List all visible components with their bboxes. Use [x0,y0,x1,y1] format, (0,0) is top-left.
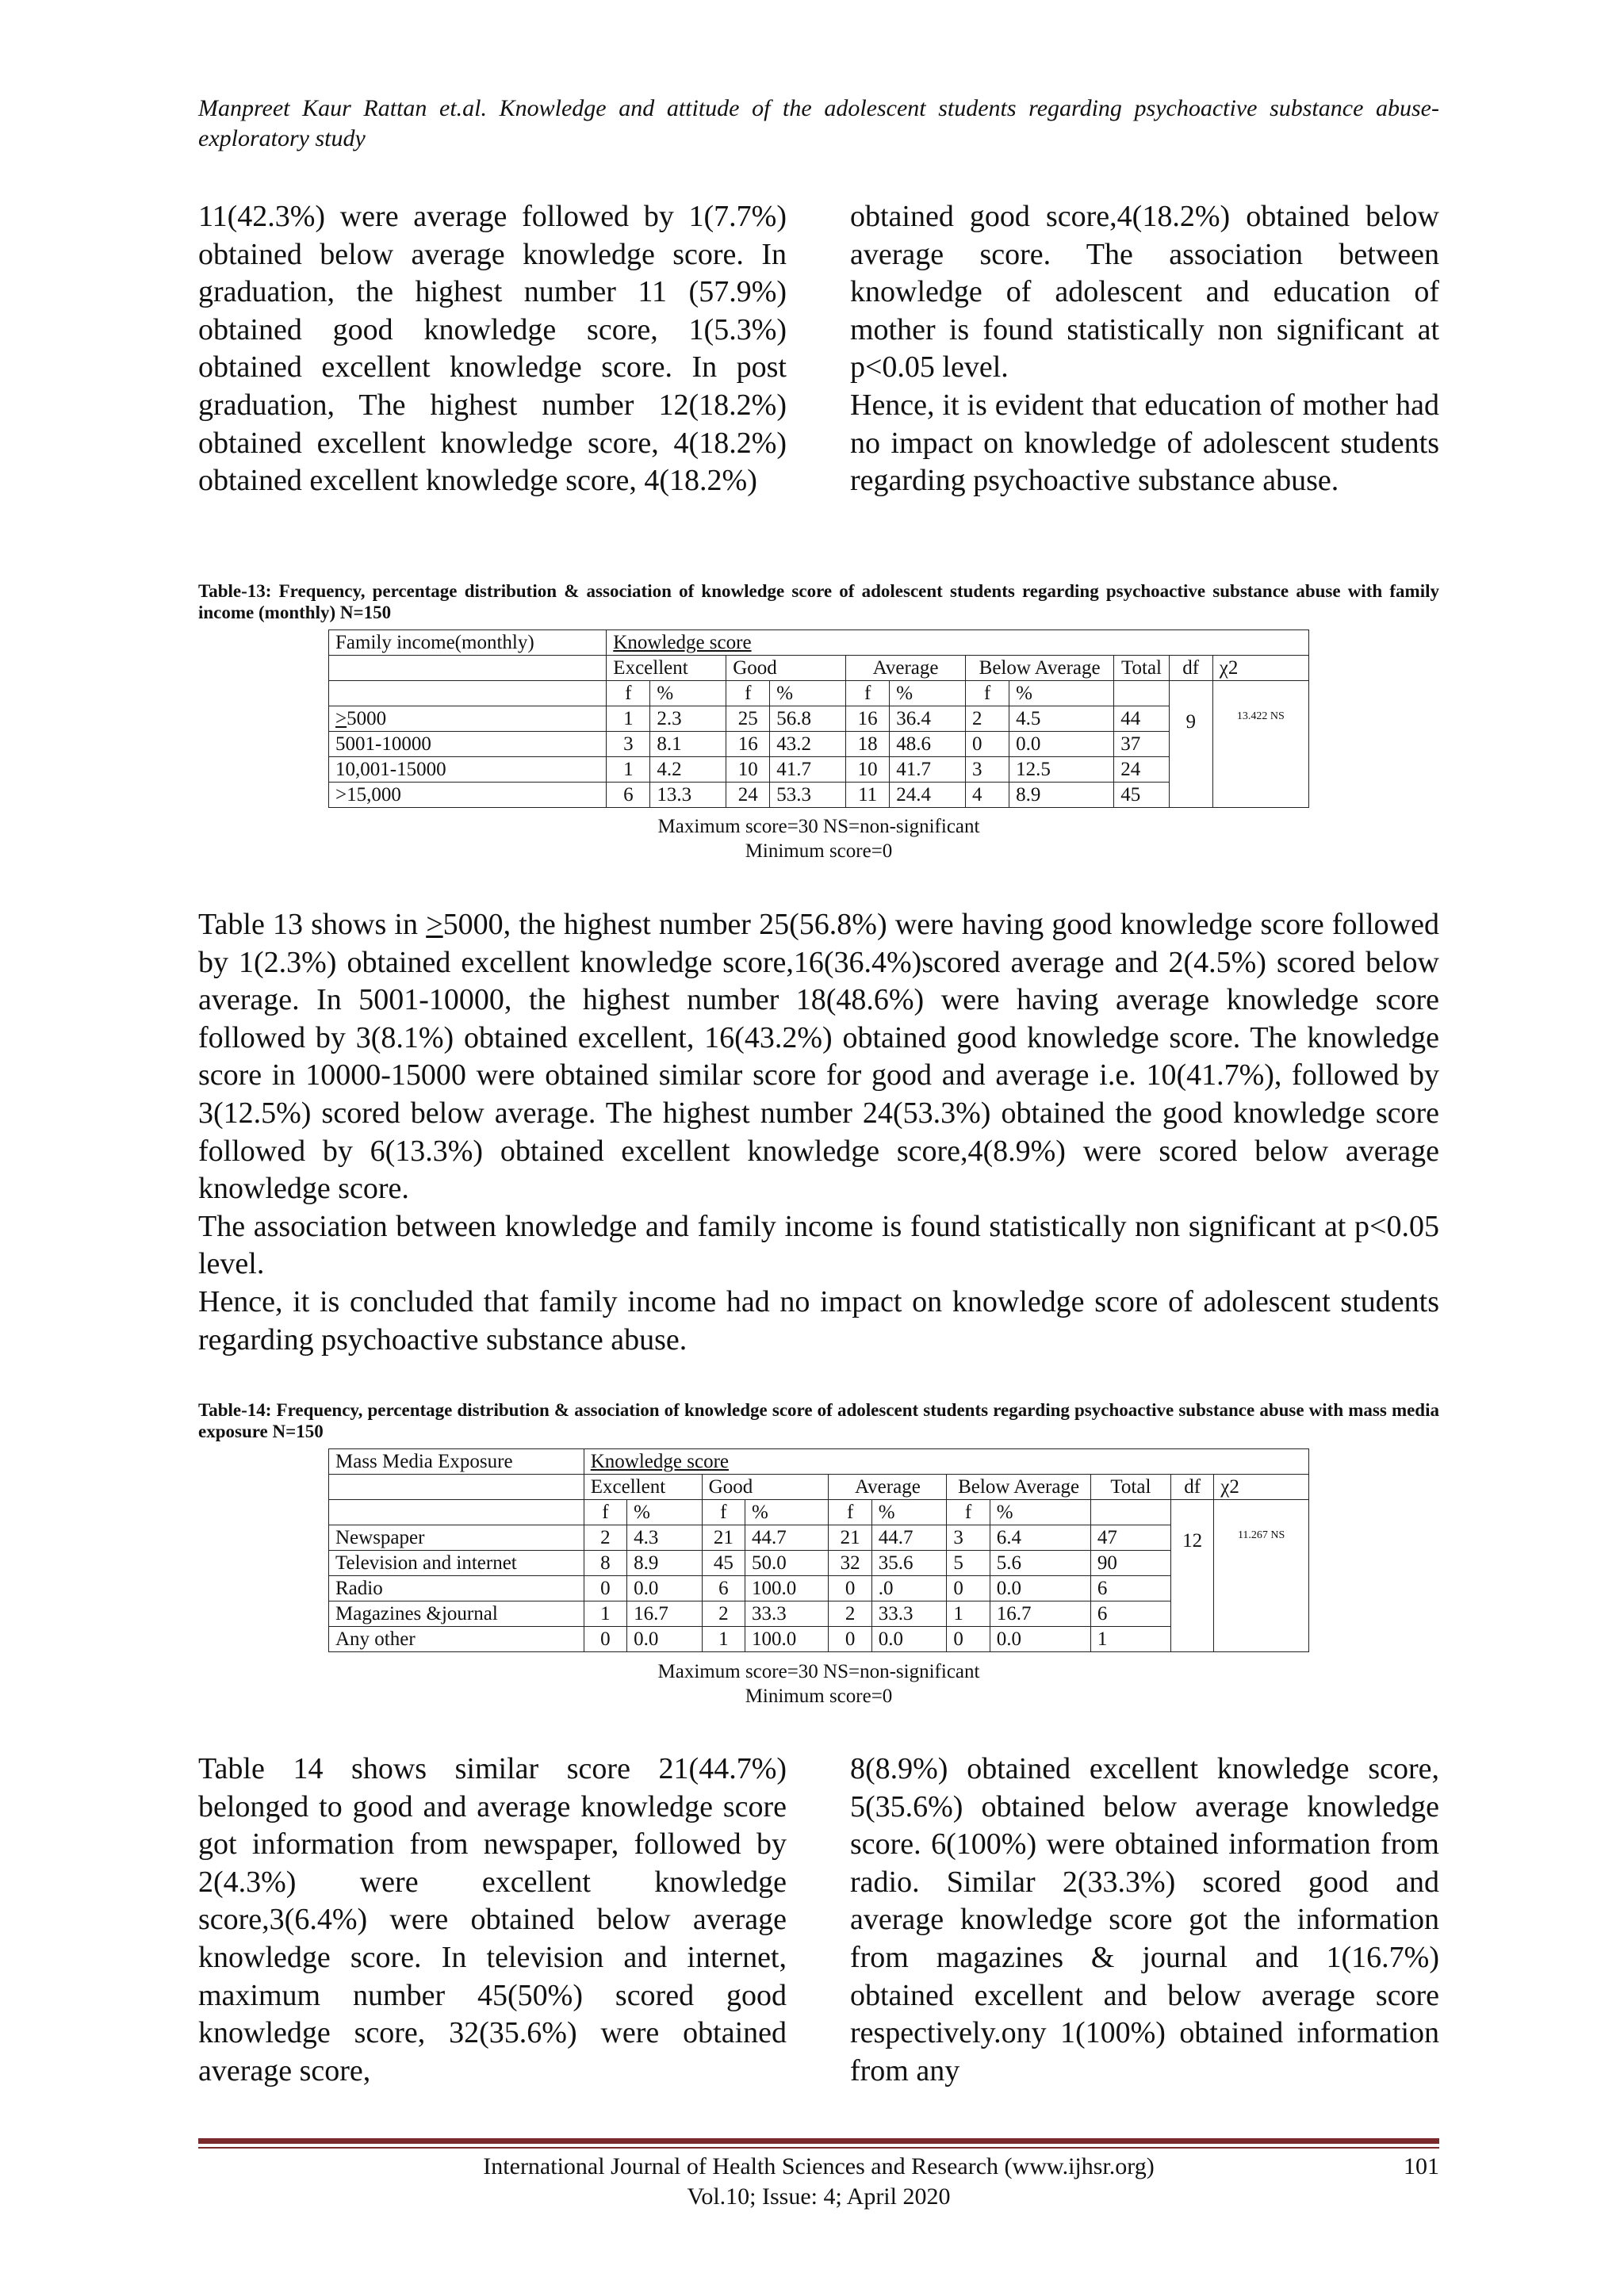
cell: 1 [607,706,650,732]
table14-note-min: Minimum score=0 [745,1686,893,1707]
table13-note-max: Maximum score=30 NS=non-significant [657,816,980,837]
cell: 32 [829,1551,871,1576]
cell: 16 [726,732,770,757]
cell: 2.3 [650,706,726,732]
table13-col-total: Total [1114,656,1169,681]
table14-row-label: Magazines &journal [329,1601,584,1627]
cell: 1 [607,757,650,783]
table14-note-max: Maximum score=30 NS=non-significant [657,1661,980,1682]
cell: 44 [1114,706,1169,732]
cell: 16.7 [990,1601,1090,1627]
cell: 0.0 [990,1627,1090,1652]
table13-sub-f: f [726,681,770,706]
table13 [328,629,1309,808]
cell: 25 [726,706,770,732]
cell: 53.3 [770,783,846,808]
cell: 44.7 [745,1525,829,1551]
cell: 0.0 [627,1576,703,1601]
cell: 44.7 [871,1525,947,1551]
bottom-left-paragraph: Table 14 shows similar score 21(44.7%) belonged to good and average knowledge score got information from newspaper, followed by 2(4.3%) were excellent knowledge score,3(6.4%) were obtained below average knowledge score. In television and internet, maximum number 45(50%) scored good knowledge score, 32(35.6%) were obtained average score, [198,1752,787,2087]
table13-sub-f: f [966,681,1009,706]
cell: 2 [829,1601,871,1627]
cell: 48.6 [890,732,966,757]
cell: 8 [584,1551,626,1576]
cell: 21 [829,1525,871,1551]
cell: 6 [1090,1601,1170,1627]
cell: 3 [947,1525,990,1551]
cell: 24 [726,783,770,808]
cell: 45 [702,1551,745,1576]
cell: 4 [966,783,1009,808]
cell: 0.0 [990,1576,1090,1601]
table13-row-label [329,706,607,732]
table13-row-label: >15,000 [329,783,607,808]
table13-row-header: Family income(monthly) [329,630,607,656]
table14-chi-value: 11.267 NS [1214,1500,1309,1652]
cell: 6 [1090,1576,1170,1601]
cell: 10 [726,757,770,783]
table-row [329,732,1309,757]
page-number: 101 [1404,2153,1439,2179]
footer-journal: International Journal of Health Sciences and Research (www.ijhsr.org) [483,2153,1155,2179]
text-run: Table 13 shows in [198,908,427,941]
cell: 21 [702,1525,745,1551]
cell: 8.9 [1009,783,1114,808]
cell: 33.3 [745,1601,829,1627]
table-row [329,1576,1309,1601]
table14-col-df: df [1170,1475,1213,1500]
table13-df-value: 9 [1169,681,1212,808]
cell: 11 [846,783,890,808]
table13-discussion-p3: Hence, it is concluded that family income had no impact on knowledge score of adolescent students regarding psychoactive substance abuse. [198,1284,1439,1357]
cell: 1 [702,1627,745,1652]
cell: 3 [607,732,650,757]
bottom-left-column [198,1751,787,2090]
cell: 41.7 [890,757,966,783]
table13-notes [328,814,1309,863]
table14-col-good: Good [702,1475,829,1500]
cell: 0 [584,1576,626,1601]
label-rest: 5000 [347,708,387,729]
cell: 16 [846,706,890,732]
cell: 36.4 [890,706,966,732]
table14-sub-f: f [702,1500,745,1525]
table13-sub-pct: % [890,681,966,706]
cell: 13.3 [650,783,726,808]
cell: 4.5 [1009,706,1114,732]
footer-issue: Vol.10; Issue: 4; April 2020 [687,2183,951,2210]
cell: 90 [1090,1551,1170,1576]
cell: 1 [584,1601,626,1627]
table14-notes [328,1659,1309,1709]
table14-col-average: Average [829,1475,947,1500]
table13-row-label: 5001-10000 [329,732,607,757]
cell: 0 [829,1576,871,1601]
cell: 2 [702,1601,745,1627]
table14-sub-pct: % [627,1500,703,1525]
cell: 8.1 [650,732,726,757]
cell: 6 [607,783,650,808]
table-row [329,1551,1309,1576]
table13-sub-pct: % [650,681,726,706]
cell: 50.0 [745,1551,829,1576]
table-row [329,1627,1309,1652]
cell: 24 [1114,757,1169,783]
table14-df-value: 12 [1170,1500,1213,1652]
cell: 100.0 [745,1576,829,1601]
top-right-paragraph-2: Hence, it is evident that education of mother had no impact on knowledge of adolescent students regarding psychoactive substance abuse. [850,388,1439,498]
cell: 4.3 [627,1525,703,1551]
cell: 6.4 [990,1525,1090,1551]
cell: 0.0 [871,1627,947,1652]
table14-col-below-average: Below Average [947,1475,1091,1500]
ge-symbol: > [335,708,347,729]
table14-row-label: Radio [329,1576,584,1601]
cell: 16.7 [627,1601,703,1627]
table13-chi-value: 13.422 NS [1212,681,1308,808]
table13-col-below-average: Below Average [966,656,1114,681]
cell: 45 [1114,783,1169,808]
cell: 2 [966,706,1009,732]
cell: 5.6 [990,1551,1090,1576]
table14-sub-f: f [947,1500,990,1525]
table14-col-total: Total [1090,1475,1170,1500]
cell: 10 [846,757,890,783]
cell: 2 [584,1525,626,1551]
table13-col-df: df [1169,656,1212,681]
running-header: Manpreet Kaur Rattan et.al. Knowledge and attitude of the adolescent students regarding psychoactive substance abuse-exploratory study [198,95,1439,151]
table14-sub-f: f [829,1500,871,1525]
cell: 43.2 [770,732,846,757]
table-row [329,706,1309,732]
table14-col-excellent: Excellent [584,1475,702,1500]
table13-caption: Table-13: Frequency, percentage distribution & association of knowledge score of adolescent students regarding psychoactive substance abuse with family income (monthly) N=150 [198,581,1439,622]
table13-sub-pct: % [1009,681,1114,706]
cell: 4.2 [650,757,726,783]
table13-sub-f: f [846,681,890,706]
cell: 6 [702,1576,745,1601]
footer-rule [198,2138,1439,2144]
table-row [329,1525,1309,1551]
cell: 47 [1090,1525,1170,1551]
table13-group-header: Knowledge score [607,630,1309,656]
table13-discussion-p2: The association between knowledge and family income is found statistically non significant at p<0.05 level. [198,1209,1439,1281]
footer [198,2152,1439,2212]
table13-col-good: Good [726,656,846,681]
cell: 100.0 [745,1627,829,1652]
table13-note-min: Minimum score=0 [745,840,893,862]
cell: 18 [846,732,890,757]
text-run: 5000, the highest number 25(56.8%) were having good knowledge score followed by 1(2.3%) obtained excellent knowledge score,16(36.4%)scored average and 2(4.5%) scored below average. In 5001-10000, the highest number 18(48.6%) were having average knowledge score followed by 3(8.1%) obtained excellent, 16(43.2%) obtained good knowledge score. The knowledge score in 10000-15000 were obtained similar score for good and average i.e. 10(41.7%), followed by 3(12.5%) scored below average. The highest number 24(53.3%) obtained the good knowledge score followed by 6(13.3%) obtained excellent knowledge score,4(8.9%) were scored below average knowledge score. [198,908,1439,1206]
footer-rule-thin [198,2147,1439,2149]
table14 [328,1448,1309,1652]
cell: 0.0 [1009,732,1114,757]
table13-sub-pct: % [770,681,846,706]
table13-sub-f: f [607,681,650,706]
table13-discussion-p1 [198,906,1439,1208]
table14-row-header: Mass Media Exposure [329,1449,584,1475]
bottom-right-column [850,1751,1439,2090]
cell: 37 [1114,732,1169,757]
bottom-right-paragraph: 8(8.9%) obtained excellent knowledge score, 5(35.6%) obtained below average knowledge score. 6(100%) were obtained information from radio. Similar 2(33.3%) scored good and average knowledge score got the information from magazines & journal and 1(16.7%) obtained excellent and below average score respectively.ony 1(100%) obtained information from any [850,1752,1439,2087]
cell: 0 [829,1627,871,1652]
table13-col-excellent: Excellent [607,656,726,681]
table14-sub-pct: % [871,1500,947,1525]
table-row [329,1601,1309,1627]
table14-row-label: Any other [329,1627,584,1652]
table14-sub-pct: % [745,1500,829,1525]
cell: 1 [947,1601,990,1627]
table14-group-header: Knowledge score [584,1449,1308,1475]
cell: 1 [1090,1627,1170,1652]
table13-col-average: Average [846,656,966,681]
top-left-paragraph: 11(42.3%) were average followed by 1(7.7%) obtained below average knowledge score. In graduation, the highest number 11 (57.9%) obtained good knowledge score, 1(5.3%) obtained excellent knowledge score. In post graduation, The highest number 12(18.2%) obtained excellent knowledge score, 4(18.2%) obtained excellent knowledge score, 4(18.2%) [198,200,787,498]
cell: 12.5 [1009,757,1114,783]
table14-col-chi: χ2 [1214,1475,1309,1500]
cell: 0 [947,1627,990,1652]
table14-row-label: Newspaper [329,1525,584,1551]
table14-sub-f: f [584,1500,626,1525]
cell: 0 [966,732,1009,757]
ge-symbol: > [426,908,443,941]
cell: .0 [871,1576,947,1601]
table14-caption: Table-14: Frequency, percentage distribution & association of knowledge score of adolescent students regarding psychoactive substance abuse with mass media exposure N=150 [198,1400,1439,1441]
cell: 0 [947,1576,990,1601]
cell: 35.6 [871,1551,947,1576]
cell: 3 [966,757,1009,783]
cell: 56.8 [770,706,846,732]
cell: 0 [584,1627,626,1652]
cell: 41.7 [770,757,846,783]
top-right-column [850,198,1439,500]
cell: 0.0 [627,1627,703,1652]
table13-col-chi: χ2 [1212,656,1308,681]
table14-row-label: Television and internet [329,1551,584,1576]
cell: 24.4 [890,783,966,808]
table-row [329,783,1309,808]
cell: 33.3 [871,1601,947,1627]
cell: 8.9 [627,1551,703,1576]
cell: 5 [947,1551,990,1576]
table-row [329,757,1309,783]
top-right-paragraph-1: obtained good score,4(18.2%) obtained below average score. The association between knowledge of adolescent and education of mother is found statistically non significant at p<0.05 level. [850,200,1439,385]
table14-sub-pct: % [990,1500,1090,1525]
table13-discussion [198,906,1439,1359]
top-left-column [198,198,787,500]
table13-row-label: 10,001-15000 [329,757,607,783]
